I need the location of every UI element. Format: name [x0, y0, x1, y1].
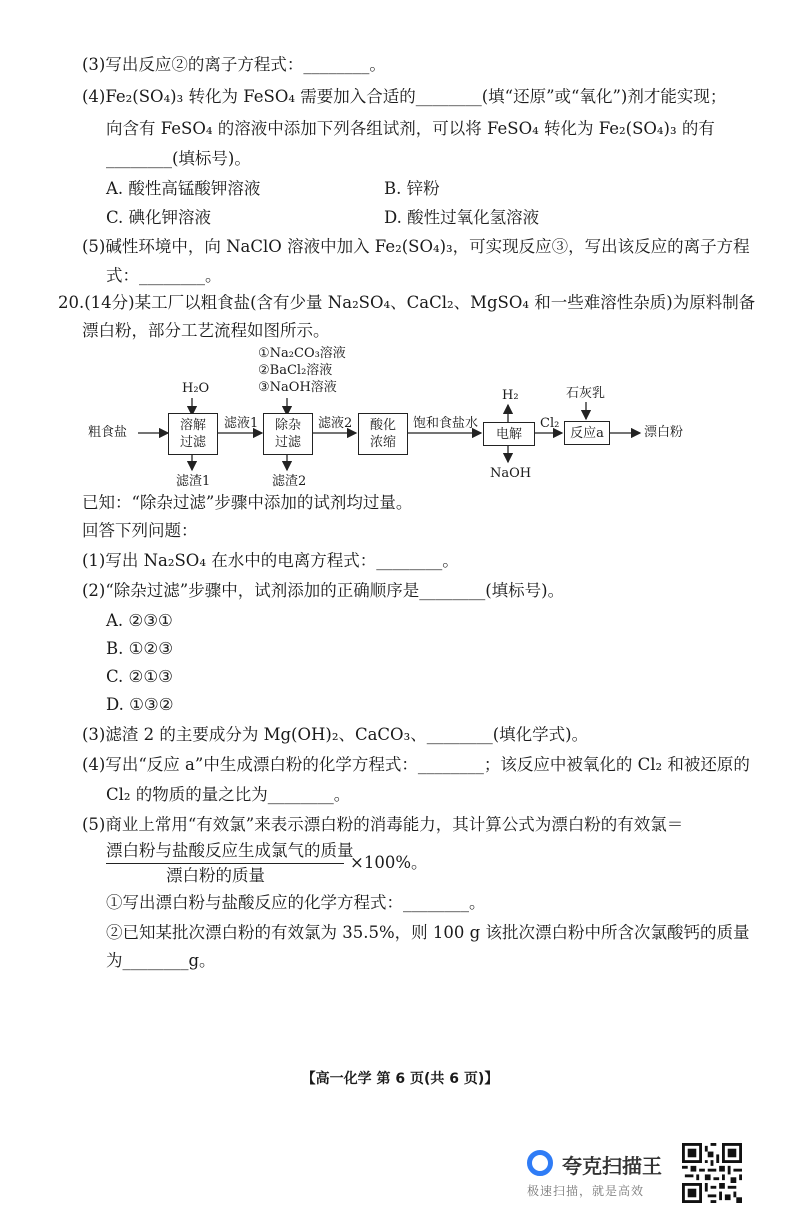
- formula-denominator: 漂白粉的质量: [166, 866, 265, 885]
- flow-box-reaction-a: 反应a: [564, 421, 610, 445]
- q20-part5-sub2-line1: ②已知某批次漂白粉的有效氯为 35.5%，则 100 g 该批次漂白粉中所含次氯酸钙的质量: [106, 923, 750, 942]
- page-footer: 【高一化学 第 6 页(共 6 页)】: [301, 1071, 499, 1087]
- q19-part5-line1: (5)碱性环境中，向 NaClO 溶液中加入 Fe₂(SO₄)₃，可实现反应③，写出该反应的离子方程: [82, 237, 750, 256]
- flow-residue1-label: 滤渣1: [176, 474, 211, 489]
- qr-code-icon: [682, 1142, 742, 1204]
- q20-intro-line1: 20.(14分)某工厂以粗食盐(含有少量 Na₂SO₄、CaCl₂、MgSO₄ 和一些难溶性杂质)为原料制备: [58, 293, 756, 312]
- formula-numerator: 漂白粉与盐酸反应生成氯气的质量: [106, 841, 354, 860]
- flow-output-label: 漂白粉: [644, 425, 684, 440]
- flow-filtrate1-label: 滤液1: [224, 416, 259, 431]
- q20-part2-option-a: A. ②③①: [106, 611, 173, 630]
- flow-reagent-1: ①Na₂CO₃溶液: [258, 346, 346, 361]
- q19-option-c: C. 碘化钾溶液: [106, 208, 212, 227]
- q20-answer-prompt: 回答下列问题：: [82, 521, 198, 540]
- flow-naoh-label: NaOH: [490, 466, 532, 481]
- q19-part4-line3: ________(填标号)。: [106, 149, 251, 168]
- q20-part5-line1: (5)商业上常用“有效氯”来表示漂白粉的消毒能力，其计算公式为漂白粉的有效氯＝: [82, 815, 684, 834]
- q20-part5-sub1: ①写出漂白粉与盐酸反应的化学方程式：________。: [106, 893, 486, 912]
- scanner-brand-slogan: 极速扫描，就是高效: [527, 1184, 645, 1198]
- q19-part5-line2: 式：________。: [106, 266, 222, 285]
- flow-reagent-3: ③NaOH溶液: [258, 380, 337, 395]
- flow-box-electrolysis: 电解: [483, 422, 535, 446]
- q20-part2: (2)“除杂过滤”步骤中，试剂添加的正确顺序是________(填标号)。: [82, 581, 565, 600]
- scanner-watermark: [527, 1144, 677, 1204]
- flow-residue2-label: 滤渣2: [272, 474, 307, 489]
- q19-option-b: B. 锌粉: [384, 179, 440, 198]
- q20-intro-line2: 漂白粉，部分工艺流程如图所示。: [82, 321, 330, 340]
- q20-part4-line1: (4)写出“反应 a”中生成漂白粉的化学方程式：________；该反应中被氧化的 Cl₂ 和被还原的: [82, 755, 750, 774]
- flow-filtrate2-label: 滤液2: [318, 416, 353, 431]
- flow-reagent-2: ②BaCl₂溶液: [258, 363, 333, 378]
- q20-part4-line2: Cl₂ 的物质的量之比为________。: [106, 785, 351, 804]
- q20-known: 已知：“除杂过滤”步骤中添加的试剂均过量。: [82, 493, 413, 512]
- q20-part2-option-b: B. ①②③: [106, 639, 173, 658]
- q19-part4-line1: (4)Fe₂(SO₄)₃ 转化为 FeSO₄ 需要加入合适的________(填“还原”或“氧化”)剂才能实现；: [82, 87, 727, 106]
- scanner-logo-icon: [527, 1150, 553, 1176]
- q20-part2-option-c: C. ②①③: [106, 667, 173, 686]
- formula-multiplier: ×100%。: [350, 853, 428, 872]
- q20-part1: (1)写出 Na₂SO₄ 在水中的电离方程式：________。: [82, 551, 459, 570]
- flow-box-remove-impurities: 除杂 过滤: [263, 413, 313, 455]
- formula-fraction-bar: [106, 863, 344, 864]
- flow-lime-label: 石灰乳: [566, 386, 606, 401]
- q19-option-a: A. 酸性高锰酸钾溶液: [106, 179, 261, 198]
- flow-box-dissolve-filter: 溶解 过滤: [168, 413, 218, 455]
- q20-part5-sub2-line2: 为________g。: [106, 951, 216, 970]
- flow-cl2-label: Cl₂: [540, 416, 560, 431]
- q20-part2-option-d: D. ①③②: [106, 695, 174, 714]
- flow-box-acidify-concentrate: 酸化 浓缩: [358, 413, 408, 455]
- flow-input-label: 粗食盐: [88, 425, 128, 440]
- flow-brine-label: 饱和食盐水: [413, 416, 479, 431]
- process-flow-diagram: [88, 340, 708, 500]
- scanner-brand-name: 夸克扫描王: [562, 1154, 662, 1178]
- q19-part4-line2: 向含有 FeSO₄ 的溶液中添加下列各组试剂，可以将 FeSO₄ 转化为 Fe₂(SO₄)₃ 的有: [106, 119, 715, 138]
- q19-option-d: D. 酸性过氧化氢溶液: [384, 208, 540, 227]
- q19-part3: (3)写出反应②的离子方程式：________。: [82, 55, 386, 74]
- flow-h2-label: H₂: [502, 388, 519, 403]
- q20-part3: (3)滤渣 2 的主要成分为 Mg(OH)₂、CaCO₃、________(填化学式)。: [82, 725, 589, 744]
- flow-water-label: H₂O: [182, 381, 210, 396]
